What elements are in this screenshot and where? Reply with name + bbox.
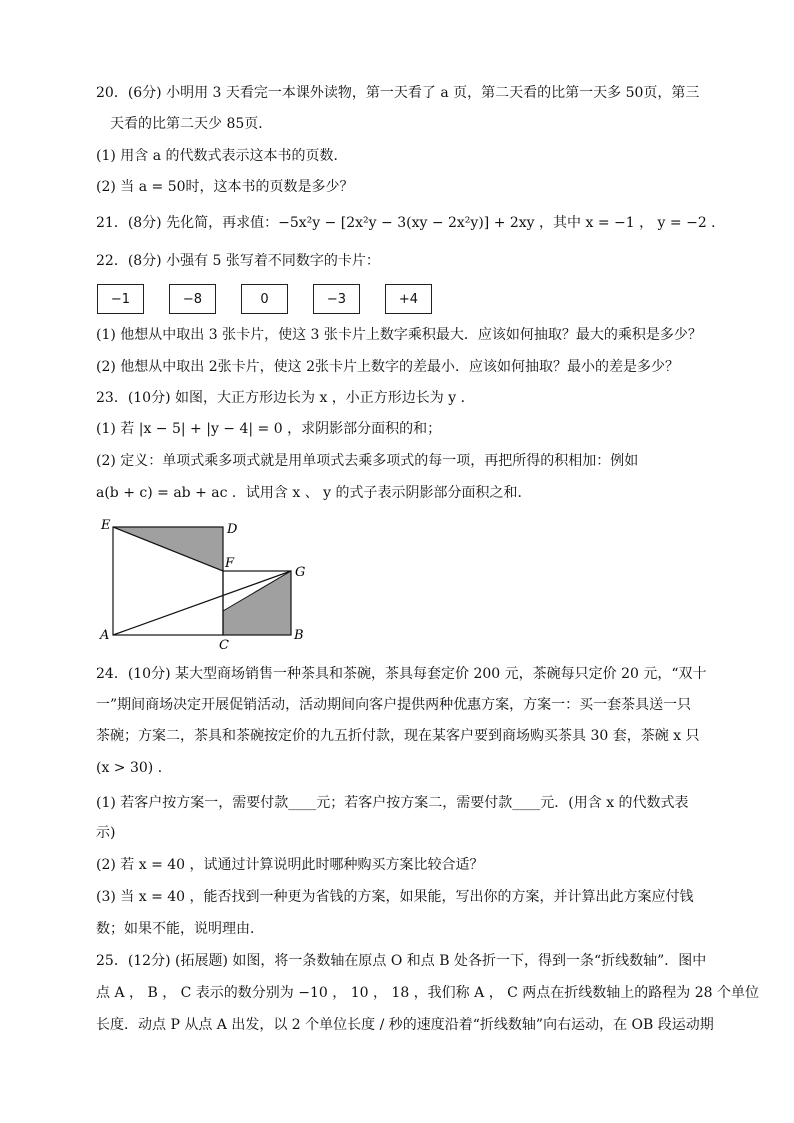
q23-part2a: (2) 定义：单项式乘多项式就是用单项式去乘多项式的每一项，再把所得的积相加：例如 <box>96 453 639 469</box>
label-g: G <box>295 565 306 580</box>
card: −1 <box>97 284 144 314</box>
shaded-region-bottom <box>223 571 291 635</box>
card: −8 <box>169 284 216 314</box>
q23-part1: (1) 若 |x − 5| + |y − 4| = 0 ，求阴影部分面积的和； <box>96 421 442 437</box>
card: −3 <box>313 284 360 314</box>
q24-part2: (2) 若 x = 40 ，试通过计算说明此时哪种购买方案比较合适？ <box>96 857 484 873</box>
q22-line1: 22．(8分) 小强有 5 张写着不同数字的卡片： <box>96 253 380 269</box>
q24-line2: 一”期间商场决定开展促销活动，活动期间向客户提供两种优惠方案，方案一：买一套茶具送一只 <box>96 697 692 713</box>
q24-part1a: (1) 若客户按方案一，需要付款____元；若客户按方案二，需要付款____元．(用含 x 的代数式表 <box>96 795 689 811</box>
q25-line2: 点 A ， B ， C 表示的数分别为 −10 ， 10 ， 18 ，我们称 A ， C 两点在折线数轴上的路程为 28 个单位 <box>96 985 760 1001</box>
q24-part3a: (3) 当 x = 40 ，能否找到一种更为省钱的方案，如果能，写出你的方案，并计算出此方案应付钱 <box>96 889 694 905</box>
q20-part1: (1) 用含 a 的代数式表示这本书的页数． <box>96 148 348 164</box>
q20-part2: (2) 当 a = 50时，这本书的页数是多少？ <box>96 179 354 195</box>
q23-part2b: a(b + c) = ab + ac ．试用含 x 、 y 的式子表示阴影部分面积之和． <box>96 485 532 501</box>
q24-part3b: 数；如果不能，说明理由． <box>96 921 264 937</box>
q20-line1: 20．(6分) 小明用 3 天看完一本课外读物，第一天看了 a 页，第二天看的比第一天多 50页，第三 <box>96 85 700 101</box>
card: +4 <box>385 284 432 314</box>
label-f: F <box>225 556 235 571</box>
q22-part2: (2) 他想从中取出 2张卡片，使这 2张卡片上数字的差最小．应该如何抽取？最小的差是多少？ <box>96 359 679 375</box>
q25-line3: 长度．动点 P 从点 A 出发，以 2 个单位长度 / 秒的速度沿着“折线数轴”向右运动，在 OB 段运动期 <box>96 1017 714 1033</box>
label-b: B <box>294 628 304 643</box>
q22-part1: (1) 他想从中取出 3 张卡片，使这 3 张卡片上数字乘积最大．应该如何抽取？最大的乘积是多少？ <box>96 327 702 343</box>
label-a: A <box>100 628 110 643</box>
label-d: D <box>227 522 238 537</box>
q24-line4: (x > 30) ． <box>96 760 172 776</box>
q25-line1: 25．(12分) (拓展题) 如图，将一条数轴在原点 O 和点 B 处各折一下，得到一条“折线数轴”．图中 <box>96 953 707 969</box>
q24-line1: 24．(10分) 某大型商场销售一种茶具和茶碗，茶具每套定价 200 元，茶碗每只定价 20 元，“双十 <box>96 666 707 682</box>
label-e: E <box>101 518 111 533</box>
q24-part1b: 示) <box>96 825 116 841</box>
q23-line1: 23．(10分) 如图，大正方形边长为 x ，小正方形边长为 y ． <box>96 390 475 406</box>
squares-figure <box>95 515 315 650</box>
card: 0 <box>241 284 288 314</box>
q20-line2: 天看的比第二天少 85页． <box>110 116 273 132</box>
number-cards <box>97 284 437 316</box>
q21-line1: 21．(8分) 先化简，再求值：−5x²y − [2x²y − 3(xy − 2x²y)] + 2xy ，其中 x = −1 ， y = −2 ． <box>96 215 726 231</box>
label-c: C <box>219 638 229 650</box>
q24-line3: 茶碗；方案二，茶具和茶碗按定价的九五折付款，现在某客户要到商场购买茶具 30 套，茶碗 x 只 <box>96 728 700 744</box>
